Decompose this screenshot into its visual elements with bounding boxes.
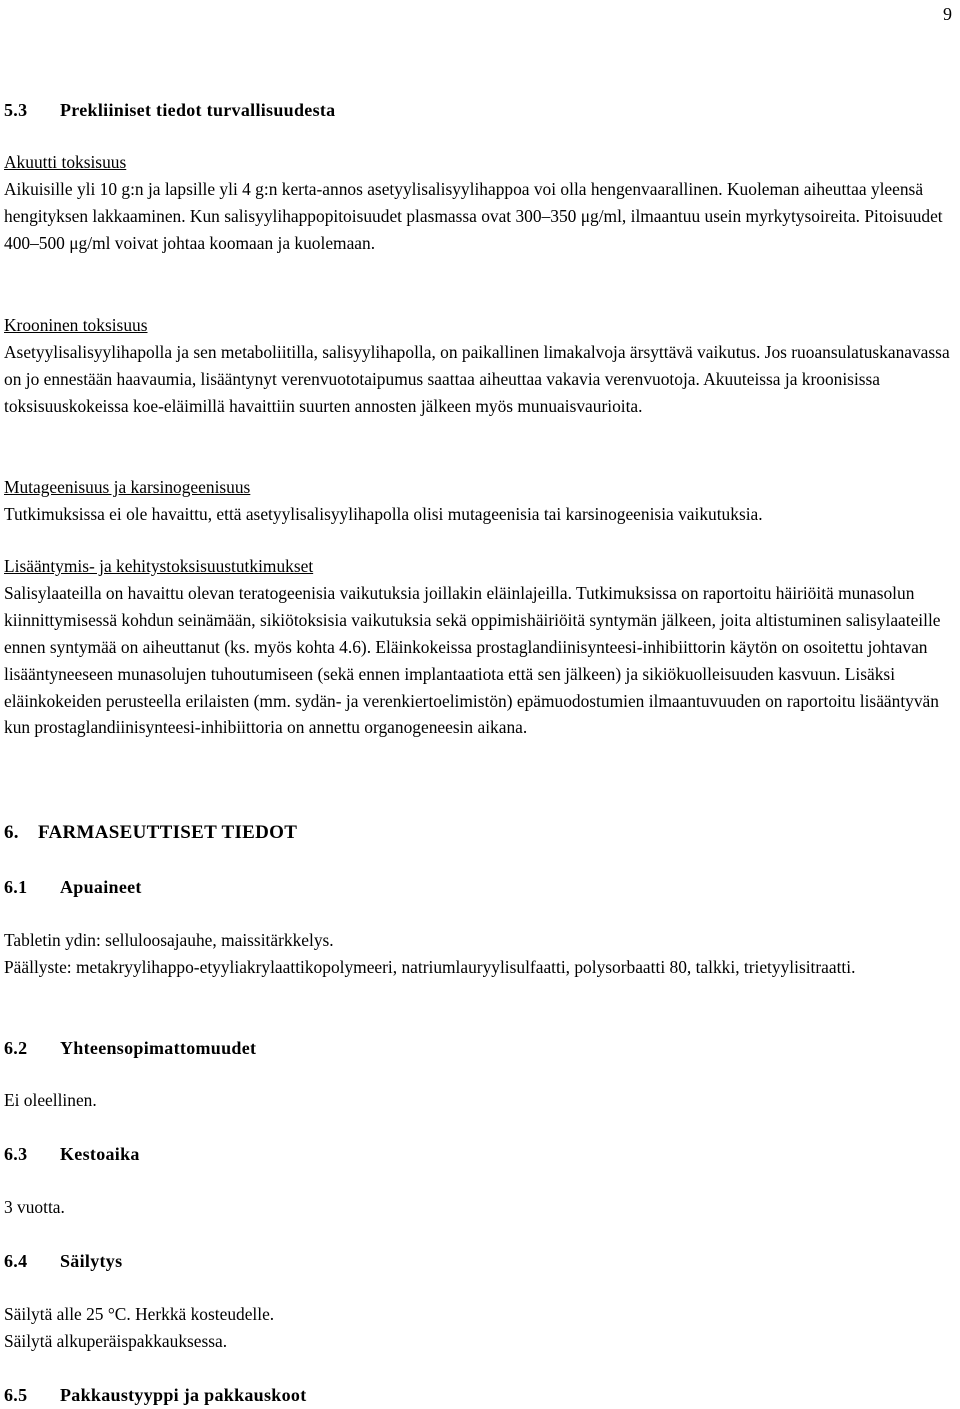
section-5-3-heading [4,97,954,124]
section-6-4-heading [4,1248,954,1275]
section-title: Prekliiniset tiedot turvallisuudesta [60,100,336,120]
section-title: Pakkaustyyppi ja pakkauskoot [60,1385,307,1405]
section-number: 6.4 [4,1251,28,1271]
section-number: 6.2 [4,1038,28,1058]
section-number: 6. [4,822,19,843]
section-6-1-heading [4,874,954,901]
acute-toxicity-heading: Akuutti toksisuus [4,152,127,172]
shelf-life-text: 3 vuotta. [4,1197,65,1217]
tablet-core-text: Tabletin ydin: selluloosajauhe, maissitärkkelys. [4,930,334,950]
chronic-toxicity-heading: Krooninen toksisuus [4,315,148,335]
section-title: Säilytys [60,1251,123,1271]
reproductive-toxicity-text: Salisylaateilla on havaittu olevan teratogeenisia vaikutuksia joillakin eläinlajeilla. Tutkimuksissa on raportoitu häiriöitä munasolun kiinnittymisessä kohdun seinämään, sikiötoksisia vaikutuksia sekä oppimishäiriöitä syntymän jälkeen, joita altistuminen salisylaateille ennen syntymää on aiheuttanut (ks. myös kohta 4.6). Eläinkokeissa prostaglandiinisynteesi-inhibiittorin käytön on osoitettu johtavan lisääntyneeseen munasolujen tuhoutumiseen (sekä ennen implantaatiota että sen jälkeen) ja sikiökuolleisuuden kasvuun. Lisäksi eläinkokeiden perusteella erilaisten (mm. sydän- ja verenkiertoelimistön) epämuodostumien ilmaantuvuuden on raportoitu lisääntyvän kun prostaglandiinisynteesi-inhibiittoria on annettu organogeneesin aikana. [4,582,941,738]
chronic-toxicity-block [4,312,954,420]
storage-block [4,1301,954,1355]
mutagenicity-heading: Mutageenisuus ja karsinogeenisuus [4,477,251,497]
section-6-2-heading [4,1035,954,1062]
section-6-5-heading [4,1382,954,1409]
acute-toxicity-text: Aikuisille yli 10 g:n ja lapsille yli 4 g:n kerta-annos asetyylisalisyylihappoa voi olla hengenvaarallinen. Kuoleman aiheuttaa yleensä hengityksen lakkaaminen. Kun salisyylihappopitoisuudet plasmassa ovat 300–350 μg/ml, ilmaantuu usein myrkytysoireita. Pitoisuudet 400–500 μg/ml voivat johtaa koomaan ja kuolemaan. [4,178,943,253]
reproductive-toxicity-block [4,553,954,741]
section-number: 6.3 [4,1144,28,1164]
section-number: 6.1 [4,877,28,897]
section-title: Apuaineet [60,877,142,897]
section-6-3-heading [4,1141,954,1168]
section-title: Yhteensopimattomuudet [60,1038,257,1058]
acute-toxicity-block [4,149,954,257]
mutagenicity-block [4,474,954,528]
chronic-toxicity-text: Asetyylisalisyylihapolla ja sen metaboliitilla, salisyylihapolla, on paikallinen limakalvoja ärsyttävä vaikutus. Jos ruoansulatuskanavassa on jo ennestään haavaumia, lisääntynyt verenvuototaipumus saattaa aiheuttaa vakavia verenvuotoja. Akuuteissa ja kroonisissa toksisuuskokeissa koe-eläimillä havaittiin suurten annosten jälkeen myös munuaisvaurioita. [4,341,950,416]
storage-package-text: Säilytä alkuperäispakkauksessa. [4,1330,228,1351]
section-title: FARMASEUTTISET TIEDOT [38,822,298,843]
coating-text: Päällyste: metakryylihappo-etyyliakrylaattikopolymeeri, natriumlauryylisulfaatti, polysorbaatti 80, talkki, trietyylisitraatti. [4,956,856,977]
section-title: Kestoaika [60,1144,140,1164]
section-6-heading [4,820,954,847]
excipients-block [4,927,954,981]
reproductive-toxicity-heading: Lisääntymis- ja kehitystoksisuustutkimukset [4,556,314,576]
section-number: 5.3 [4,100,28,120]
section-number: 6.5 [4,1385,28,1405]
storage-temperature-text: Säilytä alle 25 °C. Herkkä kosteudelle. [4,1304,275,1324]
incompatibilities-text: Ei oleellinen. [4,1090,97,1110]
mutagenicity-text: Tutkimuksissa ei ole havaittu, että asetyylisalisyylihapolla olisi mutageenisia tai karsinogeenisia vaikutuksia. [4,503,763,524]
page-number: 9 [943,4,952,24]
